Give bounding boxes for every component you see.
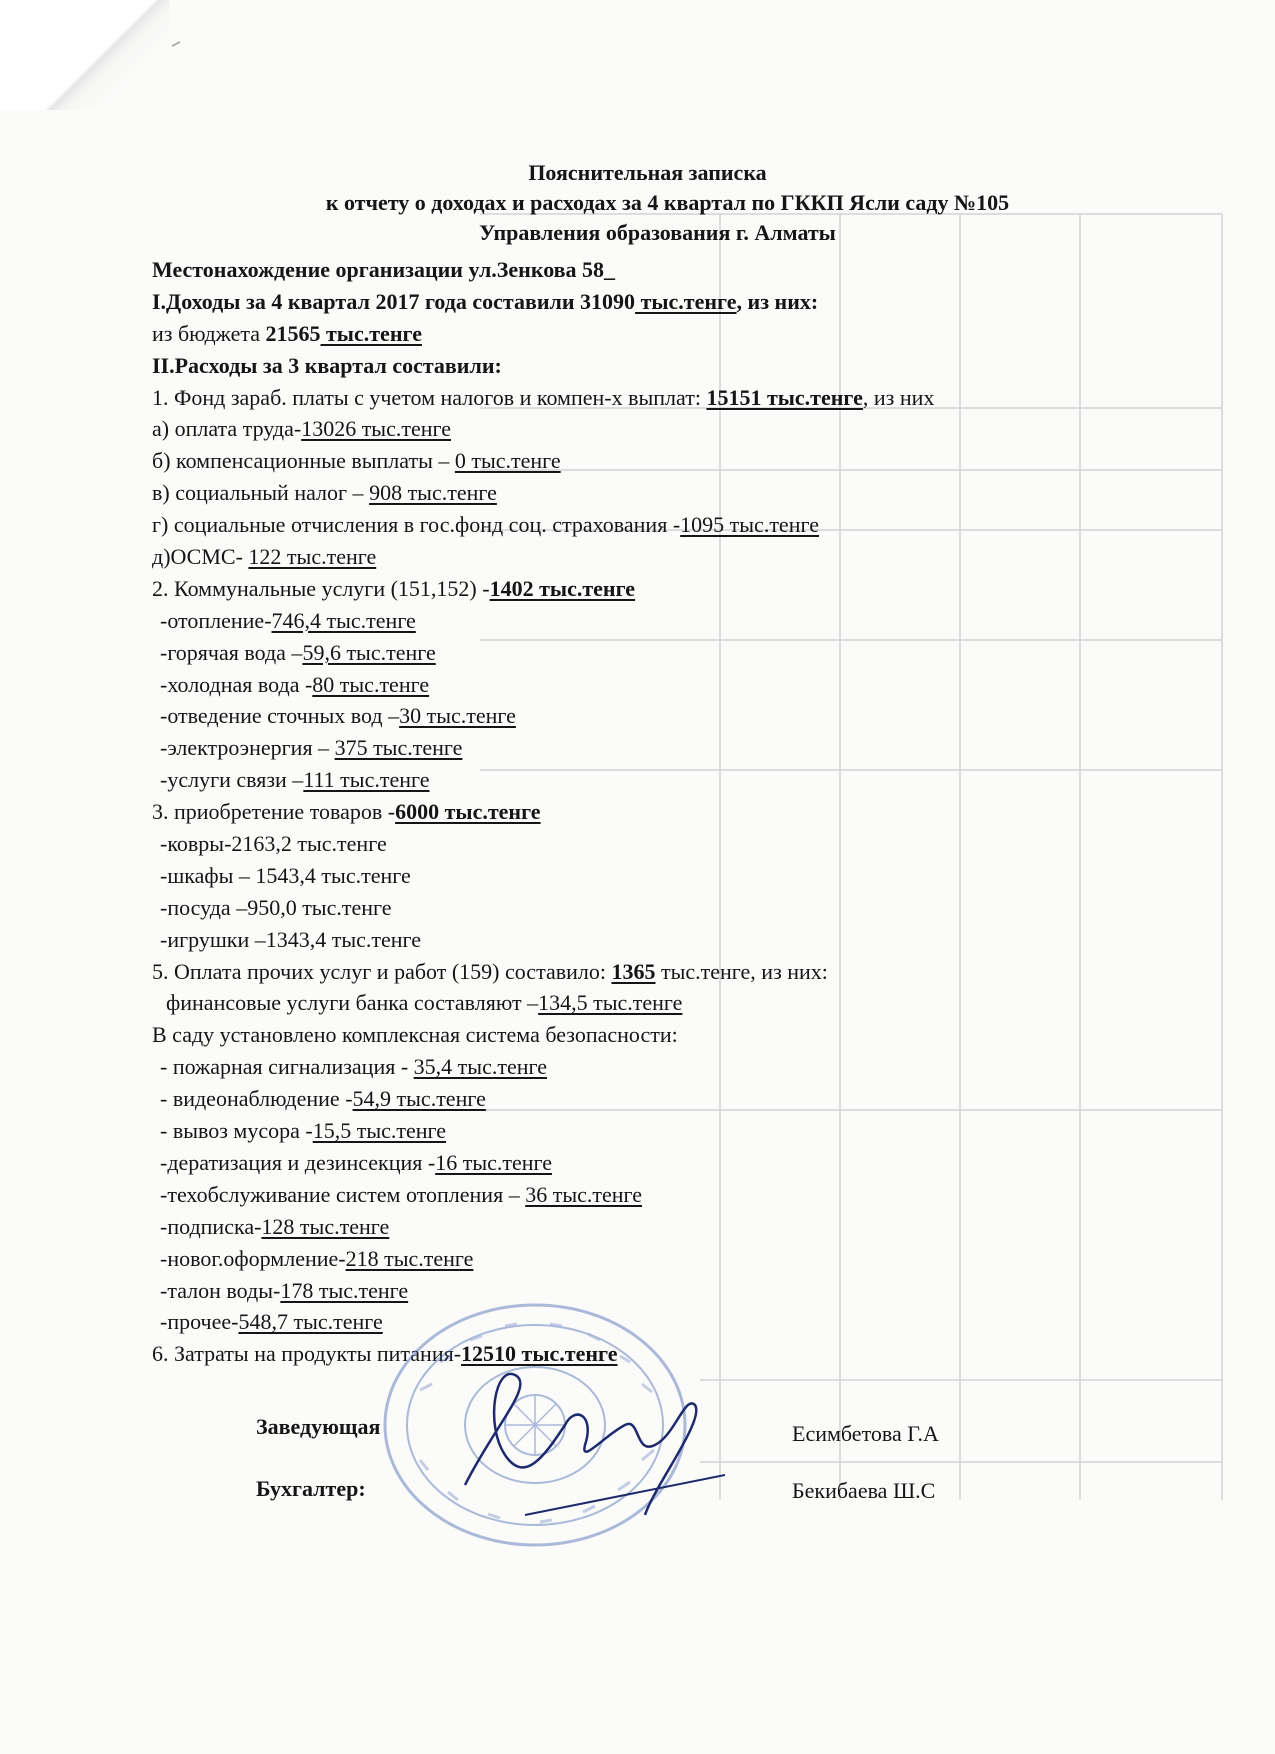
payroll-line: 1. Фонд зараб. платы с учетом налогов и компен-х выплат: 15151 тыс.тенге, из них (152, 384, 935, 410)
security-item: -прочее-548,7 тыс.тенге (160, 1309, 383, 1335)
subtitle-line: к отчету о доходах и расходах за 4 квартал по ГККП Ясли саду №105 (325, 190, 1010, 215)
department-line: Управления образования г. Алматы (479, 220, 836, 245)
utility-item: -холодная вода -80 тыс.тенге (160, 671, 430, 697)
payroll-item: в) социальный налог – 908 тыс.тенге (152, 480, 497, 506)
services-line: 5. Оплата прочих услуг и работ (159) составило: 1365 тыс.тенге, из них: (152, 958, 828, 984)
security-item: -новог.оформление-218 тыс.тенге (160, 1245, 474, 1271)
security-item: -талон воды-178 тыс.тенге (160, 1277, 409, 1303)
accountant-name: Бекибаева Ш.С (792, 1478, 936, 1503)
goods-item: -шкафы – 1543,4 тыс.тенге (160, 862, 411, 888)
expenses-title: II.Расходы за 3 квартал составили: (152, 352, 502, 378)
utility-item: -услуги связи –111 тыс.тенге (160, 767, 430, 793)
security-title: В саду установлено комплексная система безопасности: (152, 1022, 678, 1048)
goods-item: -посуда –950,0 тыс.тенге (160, 894, 392, 920)
payroll-item: а) оплата труда-13026 тыс.тенге (152, 416, 451, 442)
bank-services-line: финансовые услуги банка составляют –134,5 тыс.тенге (166, 990, 683, 1016)
security-item: - вывоз мусора -15,5 тыс.тенге (160, 1118, 447, 1144)
security-item: - пожарная сигнализация - 35,4 тыс.тенге (160, 1054, 547, 1080)
income-title: I.Доходы за 4 квартал 2017 года составили 31090 тыс.тенге, из них: (152, 288, 819, 314)
utilities-line: 2. Коммунальные услуги (151,152) -1402 тыс.тенге (152, 575, 636, 601)
security-item: - видеонаблюдение -54,9 тыс.тенге (160, 1086, 486, 1112)
head-label: Заведующая (256, 1414, 381, 1439)
payroll-item: г) социальные отчисления в гос.фонд соц. страхования -1095 тыс.тенге (152, 512, 819, 538)
security-item: -дератизация и дезинсекция -16 тыс.тенге (160, 1149, 553, 1175)
security-item: -подписка-128 тыс.тенге (160, 1213, 390, 1239)
utility-item: -электроэнергия – 375 тыс.тенге (160, 735, 463, 761)
goods-item: -игрушки –1343,4 тыс.тенге (160, 926, 422, 952)
signature-scribble (455, 1365, 725, 1525)
accountant-label: Бухгалтер: (256, 1476, 366, 1501)
food-line: 6. Затраты на продукты питания-12510 тыс.тенге (152, 1341, 618, 1367)
document-title (0, 158, 1275, 248)
payroll-item: б) компенсационные выплаты – 0 тыс.тенге (152, 448, 561, 474)
utility-item: -отопление-746,4 тыс.тенге (160, 607, 416, 633)
note-body (152, 254, 1232, 1370)
goods-line: 3. приобретение товаров -6000 тыс.тенге (152, 799, 541, 825)
payroll-item: д)ОСМС- 122 тыс.тенге (152, 544, 377, 570)
title-line: Пояснительная записка (528, 160, 767, 185)
utility-item: -горячая вода –59,6 тыс.тенге (160, 639, 436, 665)
utility-item: -отведение сточных вод –30 тыс.тенге (160, 703, 516, 729)
goods-item: -ковры-2163,2 тыс.тенге (160, 831, 387, 857)
budget-income: из бюджета 21565 тыс.тенге (152, 320, 422, 346)
location-line: Местонахождение организации ул.Зенкова 58_ (152, 257, 616, 282)
security-item: -техобслуживание систем отопления – 36 тыс.тенге (160, 1181, 643, 1207)
head-name: Есимбетова Г.А (792, 1421, 939, 1446)
